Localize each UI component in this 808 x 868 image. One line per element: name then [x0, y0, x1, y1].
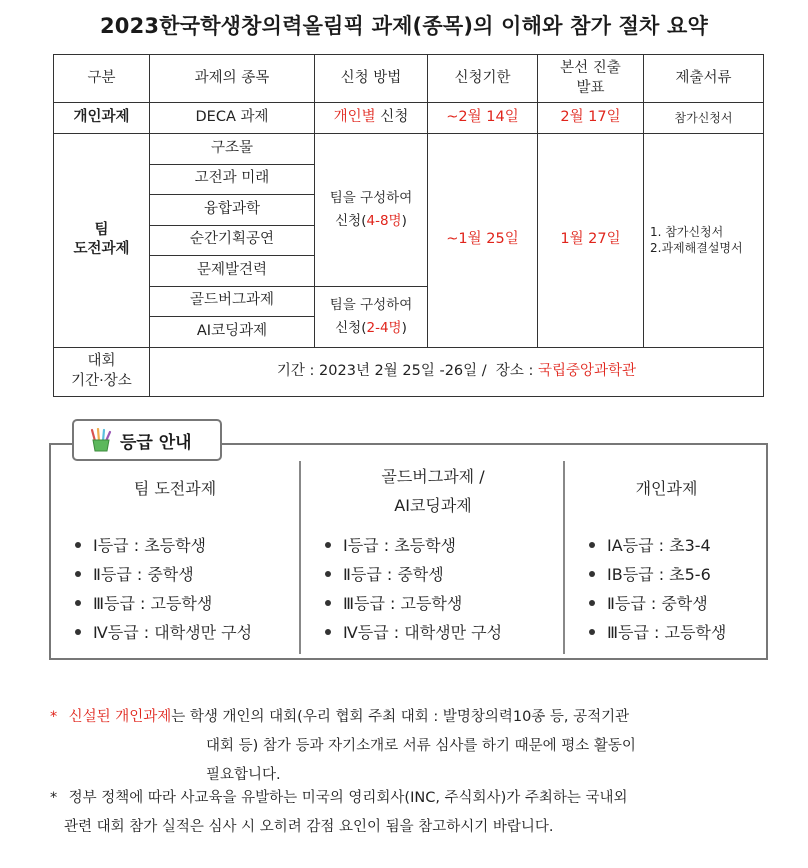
bullet-icon	[75, 629, 81, 635]
info-value	[150, 347, 764, 396]
grade-text: Ⅲ등급 : 고등학생	[607, 623, 727, 642]
bullet-icon	[325, 542, 331, 548]
team-event-1: 구조물	[150, 134, 315, 165]
bullet-icon	[589, 600, 595, 606]
grade-text: Ⅱ등급 : 중학생	[607, 594, 708, 613]
bullet-icon	[325, 571, 331, 577]
note-new-individual	[50, 703, 762, 790]
note-line: 관련 대회 참가 실적은 심사 시 오히려 감점 요인이 됨을 참고하시기 바랍니다.	[64, 819, 554, 835]
list-item	[75, 531, 299, 560]
list-item	[325, 589, 565, 618]
list-item	[325, 618, 565, 647]
team-method-a-count: 4-8명	[366, 212, 402, 229]
table-row-individual	[54, 103, 764, 134]
asterisk-mark: *	[50, 709, 58, 725]
bullet-icon	[325, 600, 331, 606]
grade-list	[51, 531, 299, 647]
team-event-3: 융합과학	[150, 195, 315, 226]
list-item	[325, 560, 565, 589]
note-line: 대회 등) 참가 등과 자기소개로 서류 심사를 하기 때문에 평소 활동이	[206, 738, 636, 754]
team-method-b-line2	[315, 317, 427, 340]
note-line	[50, 703, 762, 732]
note-line	[50, 784, 762, 813]
grade-heading-line: 골드버그과제 /	[381, 467, 485, 486]
team-docs	[644, 134, 764, 348]
grade-heading-line: 팀 도전과제	[133, 478, 217, 498]
grade-text: Ⅱ등급 : 중학생	[93, 565, 194, 584]
document-title: 2023한국학생창의력올림픽 과제(종목)의 이해와 참가 절차 요약	[99, 14, 709, 38]
individual-method	[315, 103, 428, 134]
list-item	[589, 531, 768, 560]
individual-docs: 참가신청서	[644, 103, 764, 134]
individual-announce: 2월 17일	[538, 103, 644, 134]
team-event-6: 골드버그과제	[150, 286, 315, 317]
grade-guide-box	[49, 443, 768, 660]
note-private-education	[50, 784, 762, 842]
team-event-2: 고전과 미래	[150, 164, 315, 195]
bullet-icon	[589, 629, 595, 635]
info-label-line1: 대회	[87, 352, 116, 369]
individual-category: 개인과제	[54, 103, 150, 134]
info-period: 기간 : 2023년 2월 25일 -26일 / 장소 :	[276, 362, 538, 379]
bullet-icon	[589, 571, 595, 577]
grade-text: Ⅲ등급 : 고등학생	[93, 594, 213, 613]
info-label	[54, 347, 150, 396]
list-item	[589, 618, 768, 647]
list-item	[75, 618, 299, 647]
header-category: 구분	[54, 55, 150, 103]
team-deadline: ~1월 25일	[428, 134, 538, 348]
pencil-cup-icon	[90, 428, 112, 452]
grade-text: Ⅲ등급 : 고등학생	[343, 594, 463, 613]
team-method-b-post: )	[401, 319, 407, 336]
grade-text: Ⅱ등급 : 중학셍	[343, 565, 444, 584]
info-label-line2: 기간·장소	[71, 372, 132, 389]
table-row-info	[54, 347, 764, 396]
bullet-icon	[75, 542, 81, 548]
team-docs-1: 1. 참가신청서	[650, 225, 724, 240]
grade-heading-line: 개인과제	[635, 478, 698, 498]
team-category-line1: 팀	[94, 221, 109, 238]
team-method-b-line1: 팀을 구성하여	[329, 296, 413, 313]
team-method-b	[315, 286, 428, 347]
team-announce: 1월 27일	[538, 134, 644, 348]
header-announce: 본선 진출 발표	[538, 55, 644, 103]
header-event: 과제의 종목	[150, 55, 315, 103]
bullet-icon	[75, 600, 81, 606]
grade-column-individual	[563, 461, 768, 654]
team-method-b-count: 2-4명	[366, 319, 402, 336]
grade-column-heading	[301, 461, 565, 521]
bullet-icon	[325, 629, 331, 635]
team-method-a-line2	[315, 210, 427, 233]
header-deadline: 신청기한	[428, 55, 538, 103]
grade-column-team	[51, 461, 299, 654]
table-header-row	[54, 55, 764, 103]
note-text: 는 학생 개인의 대회(우리 협회 주최 대회 : 발명창의력10종 등, 공적기관	[171, 709, 630, 725]
team-event-5: 문제발견력	[150, 256, 315, 287]
grade-heading-line: AI코딩과제	[394, 496, 472, 515]
team-category	[54, 134, 150, 348]
grade-text: Ⅳ등급 : 대학생만 구성	[343, 623, 503, 642]
grade-column-heading	[565, 461, 768, 515]
grade-column-goldberg-ai	[299, 461, 565, 654]
asterisk-mark: *	[50, 790, 58, 806]
note-highlight: 신설된 개인과제	[68, 709, 172, 725]
team-docs-2: 2.과제해결설명서	[650, 241, 743, 256]
list-item	[589, 589, 768, 618]
individual-deadline: ~2월 14일	[428, 103, 538, 134]
table-row-team-1	[54, 134, 764, 165]
grade-text: Ⅰ등급 : 초등학생	[93, 536, 207, 555]
note-line: 필요합니다.	[206, 767, 281, 783]
grade-guide-title: 등급 안내	[120, 432, 192, 453]
team-event-4: 순간기획공연	[150, 225, 315, 256]
summary-table	[53, 54, 764, 397]
team-method-a-pre: 신청(	[335, 212, 367, 229]
bullet-icon	[75, 571, 81, 577]
individual-event: DECA 과제	[150, 103, 315, 134]
grade-column-heading	[51, 461, 299, 515]
team-method-a-post: )	[401, 212, 407, 229]
grade-text: ⅠA등급 : 초3-4	[607, 536, 711, 555]
list-item	[75, 560, 299, 589]
grade-text: Ⅳ등급 : 대학생만 구성	[93, 623, 253, 642]
grade-list	[301, 531, 565, 647]
grade-list	[565, 531, 768, 647]
team-method-a-line1: 팀을 구성하여	[329, 189, 413, 206]
individual-method-rest: 신청	[375, 109, 409, 126]
team-method-b-pre: 신청(	[335, 319, 367, 336]
team-event-7: AI코딩과제	[150, 317, 315, 348]
header-docs: 제출서류	[644, 55, 764, 103]
grade-guide-tab	[72, 419, 222, 461]
individual-method-red: 개인별	[333, 109, 376, 126]
header-method: 신청 방법	[315, 55, 428, 103]
list-item	[589, 560, 768, 589]
list-item	[75, 589, 299, 618]
grade-text: Ⅰ등급 : 초등학생	[343, 536, 457, 555]
bullet-icon	[589, 542, 595, 548]
list-item	[325, 531, 565, 560]
note-text: 정부 정책에 따라 사교육을 유발하는 미국의 영리회사(INC, 주식회사)가 주최하는 국내외	[68, 790, 628, 806]
info-venue: 국립중앙과학관	[538, 362, 637, 379]
grade-text: ⅠB등급 : 초5-6	[607, 565, 711, 584]
team-category-line2: 도전과제	[73, 241, 130, 258]
team-method-a	[315, 134, 428, 287]
